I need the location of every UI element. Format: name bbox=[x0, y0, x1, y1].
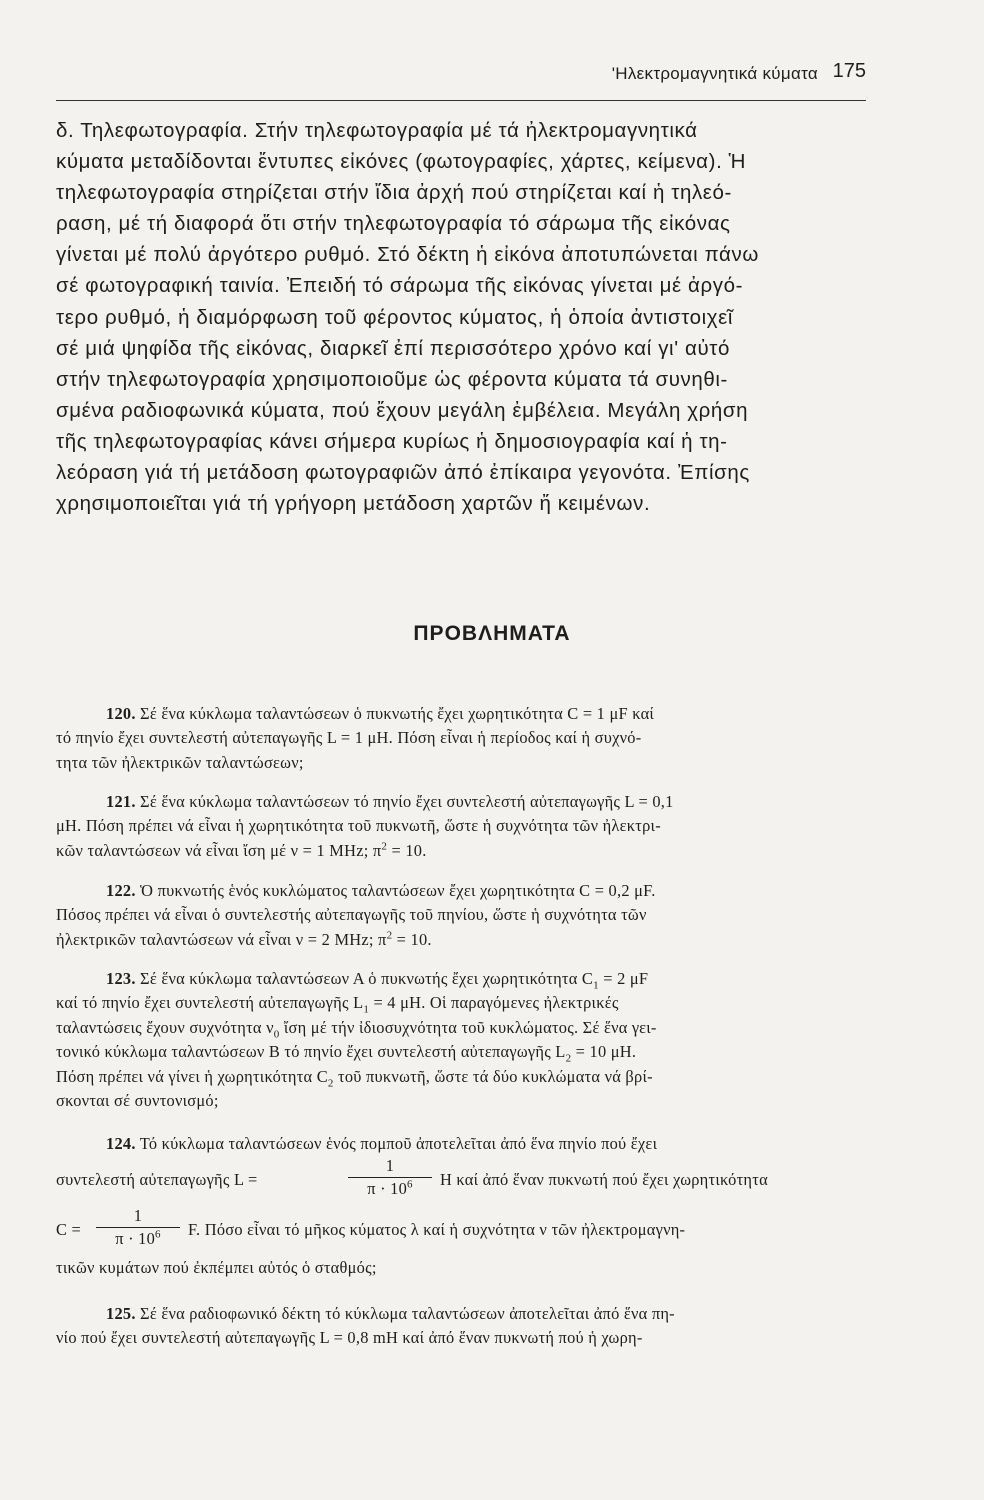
problem-text: H καί ἀπό ἕναν πυκνωτή πού ἔχει χωρητικότητα bbox=[440, 1170, 768, 1190]
problem-text: Πόση πρέπει νά γίνει ἡ χωρητικότητα C bbox=[56, 1066, 328, 1086]
problem-line: μH. Πόση πρέπει νά εἶναι ἡ χωρητικότητα τοῦ πυκνωτῆ, ὥστε ἡ συχνότητα τῶν ἠλεκτρι- bbox=[56, 816, 661, 836]
problem-text: Σέ ἕνα ραδιοφωνικό δέκτη τό κύκλωμα ταλαντώσεων ἀποτελεῖται ἀπό ἕνα πη- bbox=[140, 1304, 675, 1323]
intro-line: τηλεφωτογραφία στηρίζεται στήν ἴδια ἀρχή πού στηρίζεται καί ἡ τηλεό- bbox=[56, 181, 732, 205]
problem-line bbox=[56, 1302, 871, 1326]
problem-120 bbox=[56, 702, 871, 775]
subscript: 0 bbox=[273, 1028, 280, 1041]
header-title: 'Ηλεκτρομαγνητικά κύματα bbox=[611, 64, 818, 83]
problems-heading: ΠΡΟΒΛΗΜΑΤΑ bbox=[413, 622, 571, 645]
problem-text: Σέ ἕνα κύκλωμα ταλαντώσεων τό πηνίο ἔχει συντελεστή αὐτεπαγωγῆς L = 0,1 bbox=[140, 792, 674, 811]
page-number: 175 bbox=[832, 60, 866, 82]
intro-line: δ. Τηλεφωτογραφία. Στήν τηλεφωτογραφία μέ τά ἠλεκτρομαγνητικά bbox=[56, 119, 698, 142]
intro-line: χρησιμοποιεῖται γιά τή γρήγορη μετάδοση χαρτῶν ἤ κειμένων. bbox=[56, 492, 651, 516]
subscript: 1 bbox=[593, 979, 599, 992]
problem-line: νίο πού ἔχει συντελεστή αὐτεπαγωγῆς L = 0,8 mH καί ἀπό ἕναν πυκνωτή πού ἡ χωρη- bbox=[56, 1328, 643, 1348]
problem-line bbox=[56, 879, 871, 903]
intro-line: σέ φωτογραφική ταινία. Ἐπειδή τό σάρωμα τῆς εἰκόνας γίνεται μέ ἀργό- bbox=[56, 274, 744, 298]
fraction-numerator: 1 bbox=[385, 1156, 395, 1176]
fraction-denominator bbox=[348, 1179, 432, 1199]
problem-text: = 4 μH. Οἱ παραγόμενες ἠλεκτρικές bbox=[369, 993, 619, 1013]
problem-number: 121. bbox=[106, 792, 136, 811]
problem-line bbox=[56, 790, 871, 814]
intro-line: τερο ρυθμό, ἡ διαμόρφωση τοῦ φέροντος κύματος, ἡ ὁποία ἀντιστοιχεῖ bbox=[56, 305, 734, 329]
problem-line bbox=[56, 928, 871, 952]
problem-line-with-fraction bbox=[56, 1156, 871, 1204]
fraction-inductance bbox=[348, 1156, 432, 1199]
problem-line bbox=[56, 967, 871, 991]
intro-line: λεόραση γιά τή μετάδοση φωτογραφιῶν ἀπό ἐπίκαιρα γεγονότα. Ἐπίσης bbox=[56, 461, 750, 485]
intro-line: στήν τηλεφωτογραφία χρησιμοποιοῦμε ὡς φέροντα κύματα τά συνηθι- bbox=[56, 367, 728, 391]
problem-number: 122. bbox=[106, 881, 136, 900]
fraction-denominator bbox=[96, 1229, 180, 1249]
running-header bbox=[56, 60, 866, 101]
intro-line: σέ μιά ψηφίδα τῆς εἰκόνας, διαρκεῖ ἐπί περισσότερο χρόνο καί γι' αὐτό bbox=[56, 336, 730, 360]
problem-text: = 10. bbox=[392, 929, 432, 949]
problem-line bbox=[56, 991, 871, 1015]
denominator-base: π · 10 bbox=[115, 1229, 156, 1249]
problem-text: C = bbox=[56, 1220, 82, 1240]
problem-text: τοῦ πυκνωτῆ, ὥστε τά δύο κυκλώματα νά βρί- bbox=[333, 1066, 653, 1086]
problem-line: σκονται σέ συντονισμό; bbox=[56, 1091, 219, 1111]
problem-121 bbox=[56, 790, 871, 863]
problem-line bbox=[56, 1132, 871, 1156]
denominator-base: π · 10 bbox=[367, 1179, 408, 1199]
problem-text: συντελεστή αὐτεπαγωγῆς L = bbox=[56, 1170, 258, 1190]
intro-line: σμένα ραδιοφωνικά κύματα, πού ἔχουν μεγάλη ἐμβέλεια. Μεγάλη χρήση bbox=[56, 398, 749, 422]
problem-123 bbox=[56, 967, 871, 1113]
problem-line: τητα τῶν ἠλεκτρικῶν ταλαντώσεων; bbox=[56, 752, 304, 772]
problem-text: Τό κύκλωμα ταλαντώσεων ἑνός πομποῦ ἀποτελεῖται ἀπό ἕνα πηνίο πού ἔχει bbox=[139, 1134, 658, 1153]
problem-text: τονικό κύκλωμα ταλαντώσεων Β τό πηνίο ἔχει συντελεστή αὐτεπαγωγῆς L bbox=[56, 1042, 566, 1062]
problem-line: τικῶν κυμάτων πού ἐκπέμπει αὐτός ὁ σταθμός; bbox=[56, 1258, 377, 1278]
problem-text: = 10. bbox=[387, 840, 427, 860]
problem-line bbox=[56, 1065, 871, 1089]
problem-text: F. Πόσο εἶναι τό μῆκος κύματος λ καί ἡ συχνότητα ν τῶν ἠλεκτρομαγνη- bbox=[188, 1220, 686, 1240]
subscript: 2 bbox=[327, 1076, 334, 1089]
problem-line bbox=[56, 1016, 871, 1040]
fraction-capacitance bbox=[96, 1206, 180, 1249]
problem-line bbox=[56, 1040, 871, 1064]
fraction-numerator: 1 bbox=[133, 1206, 143, 1226]
intro-line: γίνεται μέ πολύ ἀργότερο ρυθμό. Στό δέκτη ἡ εἰκόνα ἀποτυπώνεται πάνω bbox=[56, 243, 759, 267]
superscript: 6 bbox=[407, 1178, 413, 1191]
problem-text: Ὁ πυκνωτής ἑνός κυκλώματος ταλαντώσεων ἔχει χωρητικότητα C = 0,2 μF. bbox=[140, 881, 656, 900]
problem-number: 125. bbox=[106, 1304, 136, 1323]
problem-text: = 10 μH. bbox=[571, 1042, 637, 1062]
problem-number: 120. bbox=[106, 704, 136, 723]
problem-line bbox=[56, 702, 871, 726]
problem-text: Σέ ἕνα κύκλωμα ταλαντώσεων Α ὁ πυκνωτής ἔχει χωρητικότητα C bbox=[140, 969, 594, 988]
problem-text: ταλαντώσεις ἔχουν συχνότητα ν bbox=[56, 1017, 274, 1037]
problem-122 bbox=[56, 879, 871, 952]
intro-line: κύματα μεταδίδονται ἔντυπες εἰκόνες (φωτογραφίες, χάρτες, κείμενα). Ἡ bbox=[56, 150, 747, 174]
problem-text: ἴση μέ τήν ἰδιοσυχνότητα τοῦ κυκλώματος. Σέ ἕνα γει- bbox=[279, 1017, 657, 1037]
superscript: 2 bbox=[386, 929, 393, 942]
problem-line: Πόσος πρέπει νά εἶναι ὁ συντελεστής αὐτεπαγωγῆς τοῦ πηνίου, ὥστε ἡ συχνότητα τῶν bbox=[56, 905, 647, 925]
intro-section bbox=[56, 115, 868, 519]
problem-text: Σέ ἕνα κύκλωμα ταλαντώσεων ὁ πυκνωτής ἔχει χωρητικότητα C = 1 μF καί bbox=[140, 704, 655, 723]
problem-text: = 2 μF bbox=[598, 969, 649, 988]
problem-text: ἠλεκτρικῶν ταλαντώσεων νά εἶναι ν = 2 MHz; π bbox=[56, 929, 387, 949]
subscript: 1 bbox=[363, 1003, 370, 1016]
intro-line: ραση, μέ τή διαφορά ὅτι στήν τηλεφωτογραφία τό σάρωμα τῆς εἰκόνας bbox=[56, 212, 731, 236]
problem-number: 124. bbox=[106, 1134, 136, 1153]
problem-line-with-fraction bbox=[56, 1206, 871, 1254]
problem-125 bbox=[56, 1302, 871, 1351]
problem-text: καί τό πηνίο ἔχει συντελεστή αὐτεπαγωγῆς L bbox=[56, 993, 364, 1013]
superscript: 2 bbox=[381, 840, 388, 853]
subscript: 2 bbox=[565, 1052, 572, 1065]
problem-124 bbox=[56, 1132, 871, 1281]
problem-line: τό πηνίο ἔχει συντελεστή αὐτεπαγωγῆς L = 1 μH. Πόση εἶναι ἡ περίοδος καί ἡ συχνό- bbox=[56, 728, 642, 748]
intro-line: τῆς τηλεφωτογραφίας κάνει σήμερα κυρίως ἡ δημοσιογραφία καί ἡ τη- bbox=[56, 429, 728, 453]
problem-line bbox=[56, 839, 871, 863]
superscript: 6 bbox=[155, 1228, 161, 1241]
problem-number: 123. bbox=[106, 969, 136, 988]
problem-text: κῶν ταλαντώσεων νά εἶναι ἴση μέ ν = 1 MHz; π bbox=[56, 840, 382, 860]
